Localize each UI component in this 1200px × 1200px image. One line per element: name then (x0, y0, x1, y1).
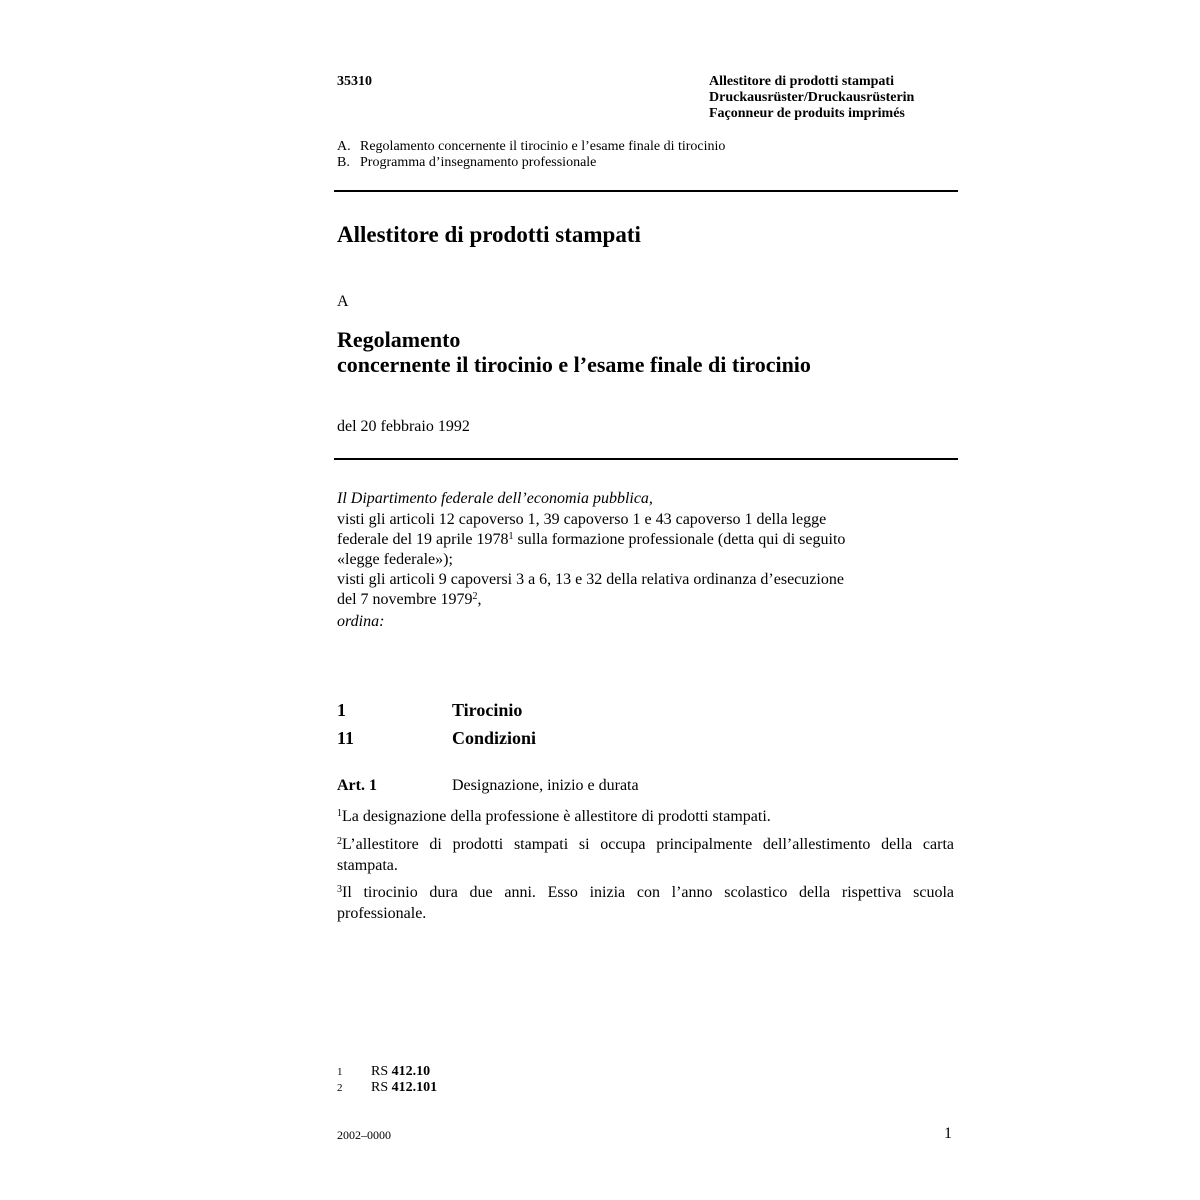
preamble-text: del 7 novembre 1979 (337, 591, 473, 608)
chapter-title: Tirocinio (452, 700, 523, 720)
preamble-line (337, 530, 957, 550)
footnote-prefix: RS (371, 1080, 392, 1095)
preamble-line: visti gli articoli 12 capoverso 1, 39 capoverso 1 e 43 capoverso 1 della legge (337, 511, 827, 528)
footnote (337, 1080, 437, 1096)
section-title: Condizioni (452, 728, 537, 748)
preamble-text: federale del 19 aprile 1978 (337, 531, 509, 548)
profession-name-german: Druckausrüster/Druckausrüsterin (709, 90, 915, 105)
part-letter: A (337, 293, 349, 310)
footnotes (337, 1064, 437, 1096)
regulation-title (337, 327, 811, 377)
paragraph-number: 1 (337, 808, 342, 819)
article-heading (337, 777, 639, 795)
document-code: 35310 (337, 74, 372, 89)
article-paragraph (337, 806, 954, 827)
page-title: Allestitore di prodotti stampati (337, 222, 641, 247)
profession-name-french: Façonneur de produits imprimés (709, 106, 905, 121)
profession-names (709, 74, 914, 122)
index-text: Programma d’insegnamento professionale (360, 155, 597, 170)
chapter-number: 1 (337, 700, 346, 720)
preamble (337, 489, 957, 632)
section-heading (337, 728, 536, 749)
paragraph-text: L’allestitore di prodotti stampati si occupa principalmente dell’allestimento della carta stampata. (337, 836, 954, 874)
footnote-ref-number: 412.101 (391, 1080, 438, 1095)
footnote-text (371, 1064, 430, 1080)
footnote-number: 2 (337, 1082, 343, 1094)
preamble-text: sulla formazione professionale (detta qui di seguito (513, 531, 846, 548)
preamble-line: «legge federale»); (337, 551, 453, 568)
regulation-title-line1: Regolamento (337, 327, 461, 352)
article-number: Art. 1 (337, 777, 377, 794)
section-number: 11 (337, 728, 355, 748)
footnote-ref: 2 (472, 591, 478, 602)
divider-top (334, 190, 958, 192)
document-id: 2002–0000 (337, 1128, 391, 1142)
paragraph-text: Il tirocinio dura due anni. Esso inizia con l’anno scolastico della rispettiva scuola professionale. (337, 884, 954, 922)
divider-middle (334, 458, 958, 460)
paragraph-number: 3 (337, 884, 342, 895)
issuing-authority: Il Dipartimento federale dell’economia pubblica, (337, 490, 653, 507)
article-paragraph (337, 882, 954, 924)
article-paragraph (337, 834, 954, 876)
index-letter: A. (337, 139, 351, 154)
footnote-text (371, 1080, 437, 1096)
footnote-number: 1 (337, 1066, 343, 1078)
page-number: 1 (944, 1125, 952, 1142)
regulation-date: del 20 febbraio 1992 (337, 418, 470, 435)
paragraph-text: La designazione della professione è allestitore di prodotti stampati. (342, 808, 771, 825)
preamble-line (337, 590, 957, 610)
footnote-ref: 1 (508, 531, 514, 542)
preamble-line: visti gli articoli 9 capoversi 3 a 6, 13 e 32 della relativa ordinanza d’esecuzione (337, 571, 844, 588)
ordina-label: ordina: (337, 613, 385, 630)
index-item (337, 139, 725, 155)
regulation-title-line2: concernente il tirocinio e l’esame finale di tirocinio (337, 352, 811, 377)
footnote-ref-number: 412.10 (391, 1064, 431, 1079)
index-item (337, 155, 725, 171)
footnote-prefix: RS (371, 1064, 392, 1079)
footnote (337, 1064, 437, 1080)
profession-name-italian: Allestitore di prodotti stampati (709, 74, 894, 89)
preamble-text: , (477, 591, 482, 608)
article-title: Designazione, inizio e durata (452, 777, 639, 794)
contents-index (337, 139, 725, 171)
index-text: Regolamento concernente il tirocinio e l’esame finale di tirocinio (360, 139, 726, 154)
index-letter: B. (337, 155, 350, 170)
chapter-heading (337, 700, 522, 721)
paragraph-number: 2 (337, 836, 342, 847)
